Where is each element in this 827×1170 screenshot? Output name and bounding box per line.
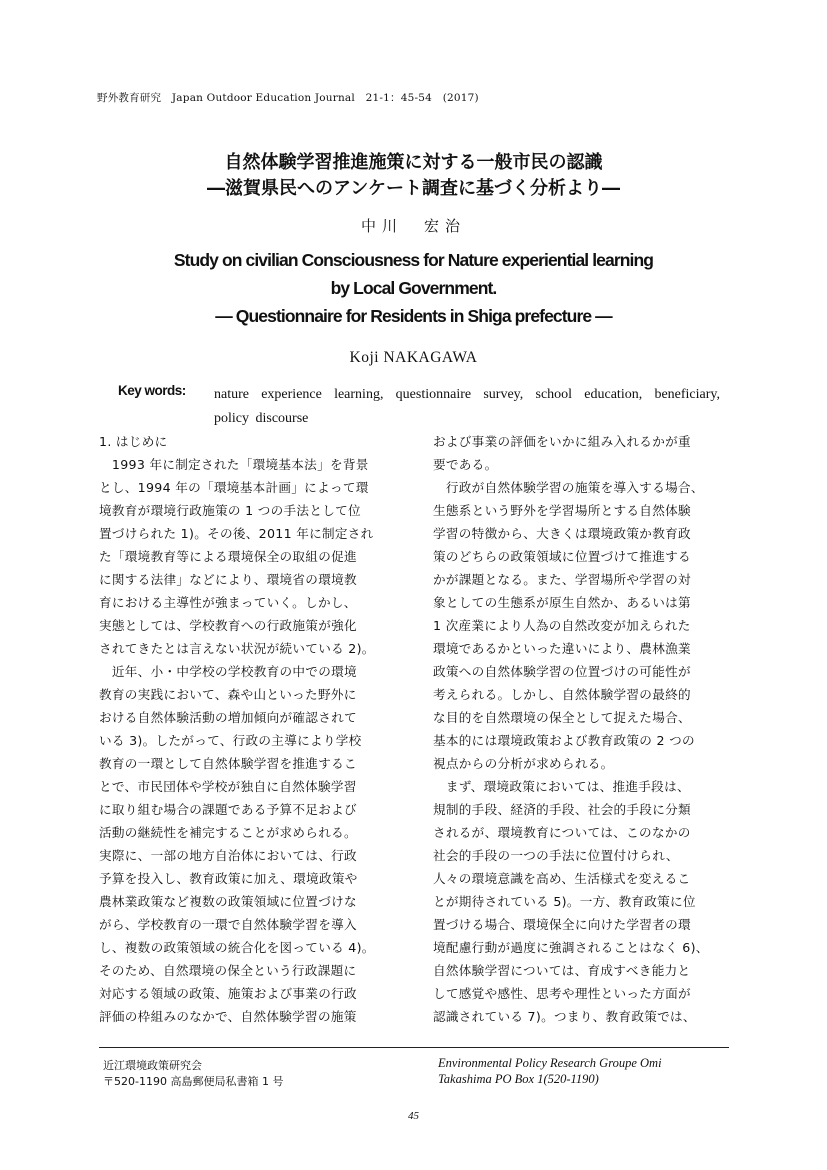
body-text-line-right: 要である。 <box>433 457 498 472</box>
body-text-line-left: 実際に、一部の地方自治体においては、行政 <box>99 848 357 863</box>
body-column-left <box>99 430 395 1028</box>
body-text-line-left: 評価の枠組みのなかで、自然体験学習の施策 <box>99 1009 357 1024</box>
body-text-line-right: して感覚や感性、思考や理性といった方面が <box>433 986 691 1001</box>
body-text-line-left: 育における主導性が強まっていく。しかし、 <box>99 595 357 610</box>
right-column-lines <box>433 430 733 1028</box>
body-text-line-left: に取り組む場合の課題である予算不足および <box>99 802 357 817</box>
body-text-line-right: 象としての生態系が原生自然か、あるいは第 <box>433 595 691 610</box>
body-text-line-right: な目的を自然環境の保全として捉えた場合、 <box>433 710 691 725</box>
body-text-line-right: まず、環境政策においては、推進手段は、 <box>433 779 690 794</box>
body-text-line-right: 生態系という野外を学習場所とする自然体験 <box>433 503 691 518</box>
body-text-line-left: に関する法律」などにより、環境省の環境教 <box>99 572 357 587</box>
body-text-line-left: おける自然体験活動の増加傾向が確認されて <box>99 710 357 725</box>
body-text-line-right: 社会的手段の一つの手法に位置付けられ、 <box>433 848 679 863</box>
body-text-line-right: 置づける場合、環境保全に向けた学習者の環 <box>433 917 691 932</box>
body-text-line-left: 教育の実践において、森や山といった野外に <box>99 687 357 702</box>
body-text-line-left: 実態としては、学校教育への行政施策が強化 <box>99 618 357 633</box>
body-text-line-right: 1 次産業により人為の自然改変が加えられた <box>433 618 691 633</box>
body-text-line-left: そのため、自然環境の保全という行政課題に <box>99 963 357 978</box>
author-en: Koji NAKAGAWA <box>349 349 478 366</box>
body-text-line-right: 環境であるかといった違いにより、農林漁業 <box>433 641 691 656</box>
body-text-line-left: 対応する領域の政策、施策および事業の行政 <box>99 986 357 1001</box>
body-text-line-left: 予算を投入し、教育政策に加え、環境政策や <box>99 871 358 886</box>
body-text-line-left: 教育の一環として自然体験学習を推進するこ <box>99 756 357 771</box>
body-text-line-right: 視点からの分析が求められる。 <box>433 756 614 771</box>
body-text-line-left: た「環境教育等による環境保全の取組の促進 <box>99 549 357 564</box>
left-column-lines <box>99 453 395 1028</box>
body-text-line-right: 学習の特徴から、大きくは環境政策か教育政 <box>433 526 691 541</box>
body-text-line-left: 近年、小・中学校の学校教育の中での環境 <box>99 664 357 679</box>
body-text-line-left: し、複数の政策領域の統合化を図っている 4)。 <box>99 940 375 955</box>
author-ja: 中川 宏治 <box>360 217 466 235</box>
body-text-line-left: 置づけられた 1)。その後、2011 年に制定され <box>99 526 374 541</box>
body-text-line-right: 政策への自然体験学習の位置づけの可能性が <box>433 664 691 679</box>
body-text-line-left: 境教育が環境行政施策の 1 つの手法として位 <box>99 503 361 518</box>
body-text-line-left: されてきたとは言えない状況が続いている 2)。 <box>99 641 375 656</box>
body-text-line-left: 農林業政策など複数の政策領域に位置づけな <box>99 894 357 909</box>
body-text-line-right: 自然体験学習については、育成すべき能力と <box>433 963 691 978</box>
title-ja-line-2: ―滋賀県民へのアンケート調査に基づく分析より― <box>207 178 620 199</box>
body-text-line-right: 考えられる。しかし、自然体験学習の最終的 <box>433 687 691 702</box>
body-text-line-right: 規制的手段、経済的手段、社会的手段に分類 <box>433 802 691 817</box>
section-heading: 1. はじめに <box>99 434 168 449</box>
title-ja-line-1: 自然体験学習推進施策に対する一般市民の認識 <box>224 152 603 173</box>
keywords-label: Key words: <box>118 383 186 398</box>
footer-org-ja: 近江環境政策研究会 <box>103 1059 202 1072</box>
footer-address-ja: 〒520-1190 高島郵便局私書箱 1 号 <box>103 1075 284 1088</box>
footer-divider <box>99 1047 729 1048</box>
body-text-line-right: および事業の評価をいかに組み入れるかが重 <box>433 434 691 449</box>
body-text-line-right: 行政が自然体験学習の施策を導入する場合、 <box>433 480 704 495</box>
body-text-line-right: されるが、環境教育については、このなかの <box>433 825 691 840</box>
body-text-line-right: 基本的には環境政策および教育政策の 2 つの <box>433 733 695 748</box>
body-text-line-right: 認識されている 7)。つまり、教育政策では、 <box>433 1009 696 1024</box>
body-text-line-left: いる 3)。したがって、行政の主導により学校 <box>99 733 362 748</box>
body-text-line-left: 活動の継続性を補完することが求められる。 <box>99 825 357 840</box>
title-en-line-3: ― Questionnaire for Residents in Shiga prefecture ― <box>215 306 612 326</box>
title-en-line-1: Study on civilian Consciousness for Nature experiential learning <box>173 250 654 270</box>
body-text-line-right: 策のどちらの政策領域に位置づけて推進する <box>433 549 691 564</box>
running-header: 野外教育研究 Japan Outdoor Education Journal 21-1：45-54 (2017) <box>97 92 479 104</box>
page-number: 45 <box>408 1110 419 1122</box>
body-text-line-left: とし、1994 年の「環境基本計画」によって環 <box>99 480 369 495</box>
body-text-line-right: 境配慮行動が過度に強調されることはなく 6)、 <box>433 940 709 955</box>
body-column-right <box>433 430 733 1028</box>
body-text-line-right: とが期待されている 5)。一方、教育政策に位 <box>433 894 696 909</box>
body-text-line-right: 人々の環境意識を高め、生活様式を変えるこ <box>433 871 691 886</box>
body-text-line-left: とで、市民団体や学校が独自に自然体験学習 <box>99 779 357 794</box>
body-text-line-right: かが課題となる。また、学習場所や学習の対 <box>433 572 691 587</box>
body-text-line-left: がら、学校教育の一環で自然体験学習を導入 <box>99 917 357 932</box>
footer-address-en: Takashima PO Box 1(520-1190) <box>438 1072 599 1086</box>
keywords-text: nature experience learning, questionnaire survey, school education, beneficiary, policy discourse <box>214 387 720 426</box>
body-text-line-left: 1993 年に制定された「環境基本法」を背景 <box>99 457 369 472</box>
footer-org-en: Environmental Policy Research Groupe Omi <box>438 1056 662 1070</box>
title-en-line-2: by Local Government. <box>330 278 497 298</box>
